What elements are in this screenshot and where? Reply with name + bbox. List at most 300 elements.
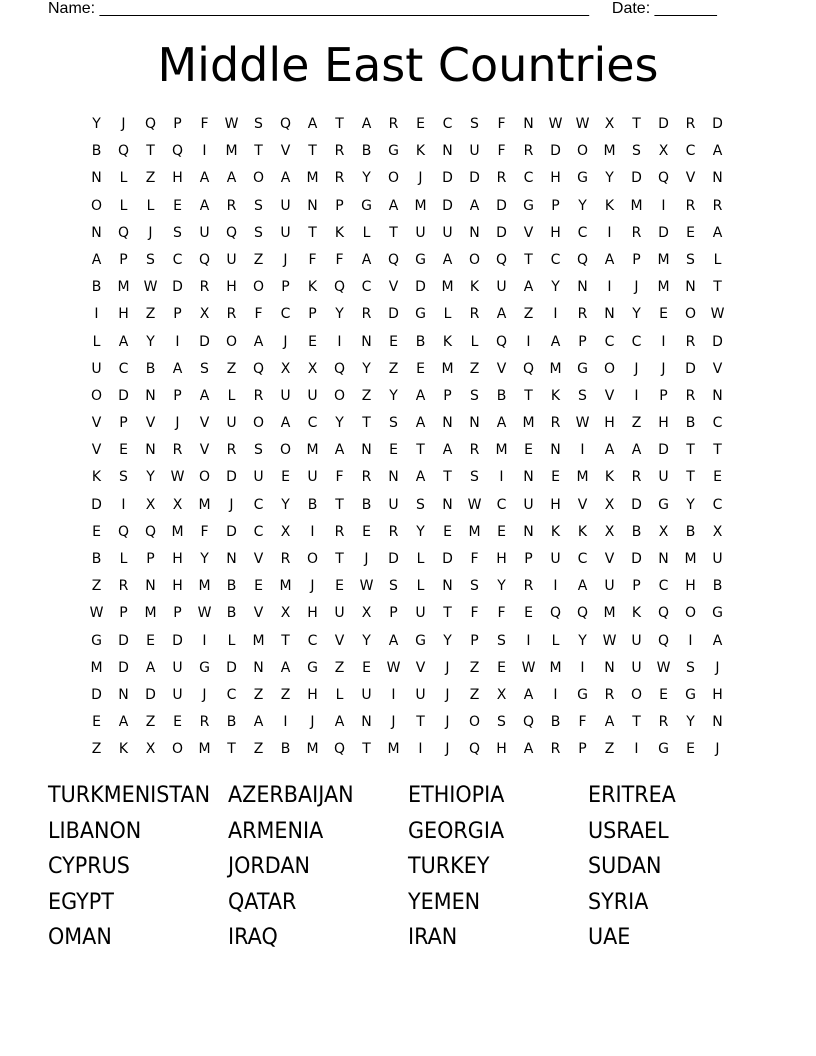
grid-cell: P — [632, 251, 641, 268]
grid-cell: T — [227, 741, 236, 758]
grid-cell: N — [604, 659, 615, 676]
grid-cell: C — [307, 415, 318, 432]
grid-cell: G — [685, 686, 696, 703]
grid-cell: R — [118, 578, 129, 595]
grid-cell: A — [523, 741, 534, 758]
name-blank: _______________________________________________________ — [99, 0, 589, 17]
grid-cell: M — [657, 279, 670, 296]
grid-cell: P — [119, 415, 128, 432]
grid-cell: Y — [497, 578, 506, 595]
grid-cell: C — [442, 116, 453, 132]
grid-cell: I — [580, 659, 585, 676]
grid-cell: B — [685, 415, 696, 432]
grid-cell: J — [715, 741, 720, 758]
grid-cell: O — [252, 279, 265, 296]
grid-cell: R — [469, 442, 480, 459]
grid-cell: O — [225, 333, 238, 350]
grid-cell: Y — [578, 197, 587, 214]
grid-cell: S — [389, 415, 398, 432]
grid-cell: R — [388, 523, 399, 540]
grid-cell: T — [335, 551, 344, 567]
grid-cell: T — [416, 714, 425, 731]
grid-cell: D — [145, 686, 156, 703]
grid-cell: R — [577, 306, 588, 323]
grid-cell: P — [443, 387, 452, 404]
grid-cell: Q — [117, 224, 130, 241]
grid-cell: J — [310, 714, 315, 731]
grid-cell: I — [283, 714, 288, 731]
grid-cell: S — [470, 387, 479, 404]
grid-cell: J — [283, 333, 288, 350]
grid-cell: F — [578, 714, 587, 731]
grid-cell: L — [551, 632, 560, 649]
grid-cell: H — [118, 306, 129, 323]
grid-cell: C — [496, 496, 507, 513]
grid-cell: M — [576, 469, 589, 486]
grid-cell: Q — [144, 116, 157, 132]
grid-cell: I — [634, 387, 639, 404]
grid-cell: V — [91, 415, 102, 432]
grid-cell: Q — [522, 360, 535, 377]
grid-cell: U — [712, 551, 723, 567]
grid-cell: U — [469, 143, 480, 160]
grid-cell: X — [199, 306, 210, 323]
grid-cell: V — [253, 551, 264, 567]
grid-cell: M — [198, 578, 211, 595]
grid-cell: U — [631, 659, 642, 676]
grid-cell: U — [631, 632, 642, 649]
grid-row — [83, 600, 731, 627]
grid-cell: C — [577, 224, 588, 241]
grid-cell: H — [550, 496, 561, 513]
grid-cell: Y — [605, 170, 614, 187]
grid-cell: V — [280, 143, 291, 160]
grid-cell: N — [685, 279, 696, 296]
grid-cell: Q — [657, 632, 670, 649]
grid-cell: A — [712, 632, 723, 649]
grid-cell: U — [442, 224, 453, 241]
grid-cell: M — [306, 442, 319, 459]
grid-cell: J — [634, 279, 639, 296]
grid-cell: D — [658, 116, 669, 132]
grid-cell: Q — [117, 143, 130, 160]
grid-cell: W — [170, 469, 185, 486]
grid-cell: J — [445, 714, 450, 731]
grid-row — [83, 437, 731, 464]
grid-cell: A — [91, 251, 102, 268]
grid-cell: A — [469, 197, 480, 214]
grid-cell: U — [307, 387, 318, 404]
grid-cell: I — [661, 333, 666, 350]
grid-cell: D — [172, 279, 183, 296]
grid-cell: U — [496, 279, 507, 296]
grid-cell: N — [469, 224, 480, 241]
grid-cell: Y — [389, 387, 398, 404]
grid-cell: E — [92, 714, 101, 731]
grid-cell: A — [145, 659, 156, 676]
grid-cell: J — [229, 496, 234, 513]
grid-cell: R — [658, 714, 669, 731]
grid-cell: S — [470, 578, 479, 595]
grid-cell: T — [524, 251, 533, 268]
grid-cell: L — [146, 197, 155, 214]
grid-cell: N — [442, 578, 453, 595]
grid-cell: J — [148, 224, 153, 241]
grid-cell: Y — [551, 279, 560, 296]
grid-cell: F — [497, 143, 506, 160]
grid-cell: J — [445, 686, 450, 703]
grid-cell: M — [306, 741, 319, 758]
grid-cell: M — [90, 659, 103, 676]
word-item: ERITREA — [588, 782, 676, 808]
grid-cell: E — [659, 686, 668, 703]
grid-cell: J — [418, 170, 423, 187]
grid-cell: U — [172, 686, 183, 703]
grid-cell: X — [145, 741, 156, 758]
grid-cell: D — [199, 333, 210, 350]
grid-cell: X — [658, 143, 669, 160]
grid-cell: Q — [468, 741, 481, 758]
grid-cell: Z — [361, 387, 372, 404]
grid-cell: D — [631, 551, 642, 567]
grid-cell: N — [442, 415, 453, 432]
grid-cell: O — [576, 143, 589, 160]
grid-cell: V — [523, 224, 534, 241]
grid-cell: C — [226, 686, 237, 703]
grid-cell: U — [91, 360, 102, 377]
grid-cell: B — [91, 143, 102, 160]
grid-cell: F — [470, 605, 479, 622]
grid-cell: U — [280, 224, 291, 241]
word-item: ARMENIA — [228, 817, 324, 844]
grid-cell: R — [523, 578, 534, 595]
grid-cell: W — [710, 306, 725, 323]
grid-cell: C — [631, 333, 642, 350]
grid-cell: O — [90, 387, 103, 404]
grid-cell: Q — [576, 251, 589, 268]
grid-cell: N — [523, 116, 534, 132]
grid-cell: Z — [91, 741, 102, 758]
grid-cell: N — [361, 442, 372, 459]
grid-cell: I — [121, 496, 126, 513]
grid-cell: D — [550, 143, 561, 160]
grid-cell: R — [334, 143, 345, 160]
grid-cell: O — [684, 306, 697, 323]
grid-cell: E — [146, 632, 155, 649]
grid-cell: D — [442, 197, 453, 214]
grid-cell: T — [281, 632, 290, 649]
grid-cell: B — [712, 578, 723, 595]
grid-cell: I — [580, 442, 585, 459]
grid-cell: K — [334, 224, 345, 241]
grid-cell: Z — [145, 170, 156, 187]
grid-cell: I — [553, 686, 558, 703]
grid-cell: R — [334, 523, 345, 540]
grid-cell: P — [659, 387, 668, 404]
grid-cell: C — [253, 523, 264, 540]
grid-cell: X — [712, 523, 723, 540]
grid-cell: Q — [333, 741, 346, 758]
grid-cell: M — [279, 578, 292, 595]
grid-cell: B — [631, 523, 642, 540]
grid-cell: E — [497, 659, 506, 676]
grid-cell: Q — [279, 116, 292, 132]
grid-cell: K — [550, 523, 561, 540]
grid-cell: A — [253, 333, 264, 350]
grid-cell: R — [685, 116, 696, 132]
grid-cell: B — [145, 360, 156, 377]
grid-cell: U — [658, 469, 669, 486]
grid-cell: D — [631, 496, 642, 513]
grid-cell: F — [200, 116, 209, 132]
grid-cell: P — [470, 632, 479, 649]
grid-cell: M — [657, 251, 670, 268]
grid-cell: V — [496, 360, 507, 377]
grid-cell: U — [280, 387, 291, 404]
grid-cell: V — [91, 442, 102, 459]
grid-cell: W — [602, 632, 617, 649]
grid-cell: A — [442, 251, 453, 268]
grid-cell: S — [119, 469, 128, 486]
grid-cell: I — [607, 224, 612, 241]
grid-cell: I — [94, 306, 99, 323]
grid-cell: X — [604, 116, 615, 132]
grid-cell: R — [685, 387, 696, 404]
grid-cell: S — [389, 578, 398, 595]
grid-cell: S — [254, 116, 263, 132]
grid-cell: V — [712, 360, 723, 377]
grid-cell: Y — [146, 333, 155, 350]
grid-cell: D — [118, 632, 129, 649]
grid-cell: Q — [657, 170, 670, 187]
grid-cell: F — [335, 251, 344, 268]
grid-cell: H — [226, 279, 237, 296]
grid-cell: N — [442, 496, 453, 513]
grid-cell: S — [497, 632, 506, 649]
grid-cell: N — [523, 469, 534, 486]
date-label: Date: — [611, 0, 651, 17]
grid-cell: A — [226, 170, 237, 187]
grid-cell: P — [173, 387, 182, 404]
grid-cell: H — [712, 686, 723, 703]
grid-cell: Y — [632, 306, 641, 323]
grid-cell: M — [117, 279, 130, 296]
grid-cell: G — [577, 686, 588, 703]
grid-cell: Y — [443, 632, 452, 649]
grid-cell: J — [175, 415, 180, 432]
grid-cell: Z — [145, 306, 156, 323]
grid-cell: L — [227, 387, 236, 404]
grid-cell: O — [198, 469, 211, 486]
grid-cell: T — [713, 442, 722, 459]
grid-cell: T — [686, 469, 695, 486]
grid-cell: X — [280, 605, 291, 622]
grid-cell: K — [91, 469, 102, 486]
grid-cell: E — [389, 333, 398, 350]
grid-cell: A — [604, 714, 615, 731]
grid-cell: N — [388, 469, 399, 486]
grid-cell: G — [712, 605, 723, 622]
grid-cell: C — [172, 251, 183, 268]
word-item: UAE — [588, 924, 631, 950]
grid-cell: E — [281, 469, 290, 486]
grid-cell: Q — [333, 360, 346, 377]
grid-cell: I — [526, 333, 531, 350]
grid-cell: E — [497, 523, 506, 540]
grid-cell: A — [361, 116, 372, 132]
grid-cell: W — [467, 496, 482, 513]
grid-cell: Y — [362, 632, 371, 649]
grid-cell: U — [550, 551, 561, 567]
grid-cell: K — [415, 143, 426, 160]
grid-cell: G — [388, 143, 399, 160]
grid-cell: B — [307, 496, 318, 513]
grid-cell: E — [686, 224, 695, 241]
grid-cell: U — [604, 578, 615, 595]
grid-cell: M — [468, 523, 481, 540]
grid-cell: T — [362, 741, 371, 758]
grid-cell: H — [685, 578, 696, 595]
grid-cell: A — [118, 333, 129, 350]
grid-cell: Y — [92, 116, 101, 132]
grid-cell: I — [661, 197, 666, 214]
grid-cell: E — [173, 714, 182, 731]
grid-cell: E — [524, 442, 533, 459]
grid-cell: C — [577, 551, 588, 567]
grid-cell: S — [578, 387, 587, 404]
grid-cell: R — [226, 442, 237, 459]
grid-cell: P — [551, 197, 560, 214]
grid-cell: Y — [335, 306, 344, 323]
grid-cell: P — [632, 578, 641, 595]
grid-cell: D — [658, 224, 669, 241]
grid-cell: G — [658, 496, 669, 513]
grid-cell: N — [361, 714, 372, 731]
grid-cell: J — [445, 741, 450, 758]
grid-cell: K — [469, 279, 480, 296]
grid-cell: I — [418, 741, 423, 758]
grid-cell: N — [91, 170, 102, 187]
grid-cell: U — [415, 605, 426, 622]
grid-cell: G — [658, 741, 669, 758]
grid-cell: O — [252, 170, 265, 187]
grid-cell: E — [173, 197, 182, 214]
grid-cell: I — [553, 306, 558, 323]
grid-cell: S — [146, 251, 155, 268]
grid-cell: I — [175, 333, 180, 350]
grid-cell: Q — [387, 251, 400, 268]
grid-cell: K — [550, 387, 561, 404]
grid-cell: X — [280, 523, 291, 540]
grid-cell: D — [496, 224, 507, 241]
grid-cell: A — [118, 714, 129, 731]
grid-cell: E — [416, 116, 425, 132]
grid-cell: M — [441, 279, 454, 296]
grid-cell: Y — [362, 360, 371, 377]
grid-cell: N — [361, 333, 372, 350]
grid-cell: M — [684, 551, 697, 567]
grid-cell: T — [308, 143, 317, 160]
word-bank — [48, 778, 808, 956]
grid-cell: E — [659, 306, 668, 323]
grid-cell: B — [685, 523, 696, 540]
grid-cell: Q — [657, 605, 670, 622]
grid-cell: M — [603, 605, 616, 622]
grid-cell: E — [254, 578, 263, 595]
grid-cell: T — [254, 143, 263, 160]
grid-cell: G — [307, 659, 318, 676]
grid-cell: A — [523, 279, 534, 296]
grid-cell: F — [200, 523, 209, 540]
grid-cell: B — [91, 279, 102, 296]
grid-cell: S — [254, 197, 263, 214]
grid-cell: A — [280, 415, 291, 432]
grid-cell: G — [199, 659, 210, 676]
grid-cell: R — [280, 551, 291, 567]
grid-cell: M — [198, 496, 211, 513]
grid-cell: N — [712, 170, 723, 187]
grid-cell: V — [577, 496, 588, 513]
grid-cell: D — [712, 116, 723, 132]
grid-cell: N — [442, 143, 453, 160]
grid-cell: W — [575, 415, 590, 432]
word-item: OMAN — [48, 924, 112, 950]
grid-cell: D — [226, 659, 237, 676]
grid-cell: A — [280, 659, 291, 676]
grid-cell: D — [442, 551, 453, 567]
grid-cell: I — [607, 279, 612, 296]
grid-cell: P — [146, 551, 155, 567]
grid-cell: R — [226, 197, 237, 214]
grid-cell: V — [388, 279, 399, 296]
grid-cell: M — [549, 659, 562, 676]
grid-cell: R — [388, 116, 399, 132]
grid-cell: E — [92, 523, 101, 540]
grid-cell: H — [172, 578, 183, 595]
grid-cell: B — [226, 714, 237, 731]
letter-grid — [83, 111, 731, 764]
grid-cell: Y — [578, 632, 587, 649]
grid-cell: I — [688, 632, 693, 649]
grid-cell: I — [391, 686, 396, 703]
grid-cell: V — [253, 605, 264, 622]
grid-cell: S — [416, 496, 425, 513]
grid-cell: D — [118, 659, 129, 676]
grid-cell: L — [416, 578, 425, 595]
grid-cell: A — [415, 415, 426, 432]
grid-cell: W — [656, 659, 671, 676]
grid-cell: A — [712, 224, 723, 241]
grid-cell: P — [524, 551, 533, 567]
grid-cell: M — [252, 632, 265, 649]
grid-cell: T — [308, 224, 317, 241]
grid-cell: D — [685, 360, 696, 377]
grid-cell: B — [226, 578, 237, 595]
grid-cell: S — [686, 251, 695, 268]
grid-cell: D — [91, 496, 102, 513]
grid-cell: R — [172, 442, 183, 459]
grid-cell: A — [496, 306, 507, 323]
grid-cell: X — [496, 686, 507, 703]
grid-cell: N — [145, 387, 156, 404]
grid-cell: T — [632, 116, 641, 132]
word-item: LIBANON — [48, 817, 142, 844]
grid-cell: A — [523, 686, 534, 703]
grid-cell: G — [415, 251, 426, 268]
grid-cell: P — [173, 306, 182, 323]
grid-cell: B — [361, 143, 372, 160]
grid-cell: R — [550, 415, 561, 432]
